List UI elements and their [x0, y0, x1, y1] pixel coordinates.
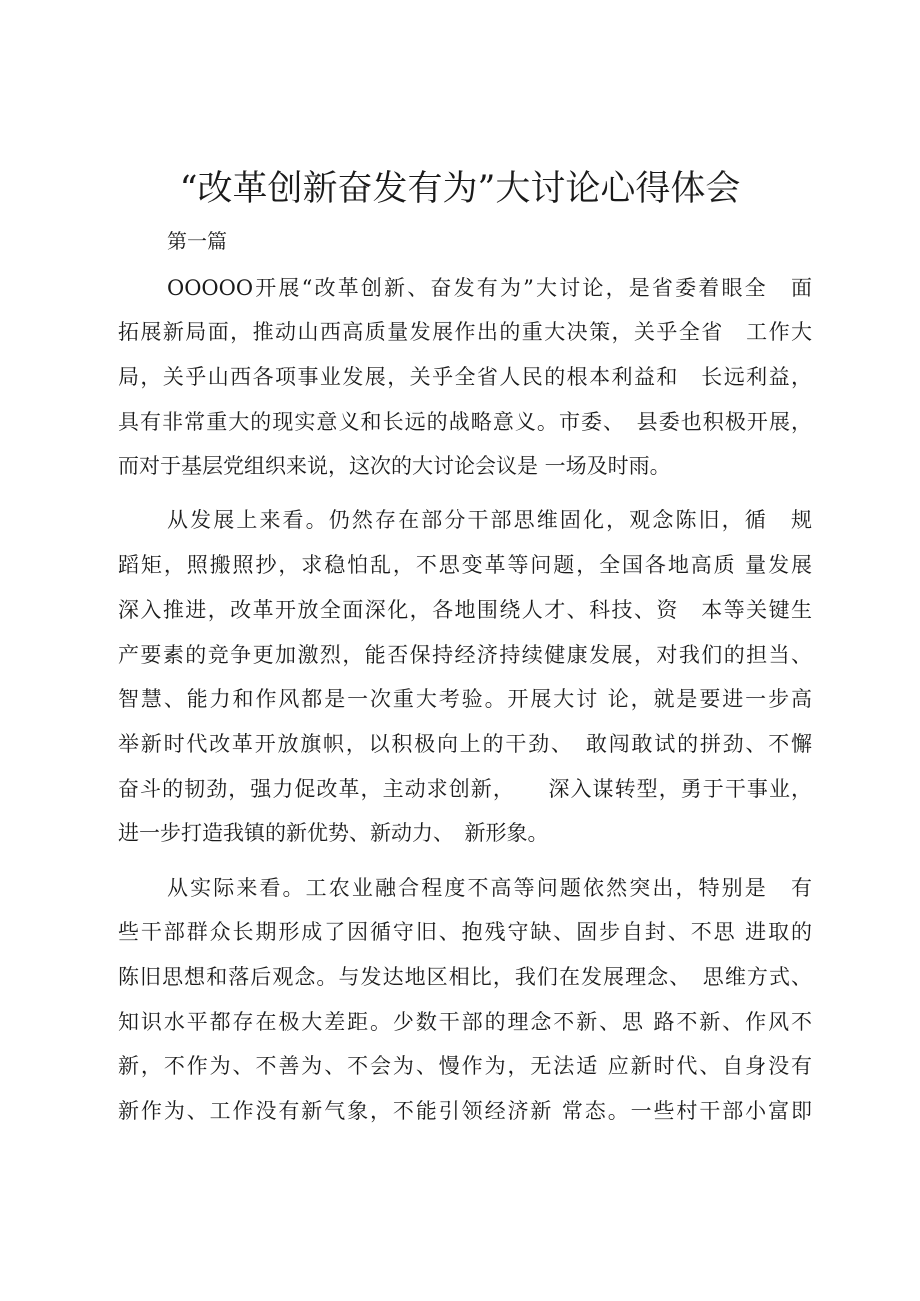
paragraph-line: 些干部群众长期形成了因循守旧、抱残守缺、固步自封、不思 进取的	[118, 920, 812, 944]
paragraph-line: 智慧、能力和作风都是一次重大考验。开展大讨 论，就是要进一步高	[118, 687, 812, 711]
paragraph-line: 从发展上来看。仍然存在部分干部思维固化，观念陈旧，循 规	[167, 508, 812, 532]
paragraph-line: OOOOO开展“改革创新、奋发有为”大讨论，是省委着眼全 面	[167, 276, 812, 300]
section-label: 第一篇	[167, 229, 227, 253]
paragraph-line: 奋斗的韧劲，强力促改革，主动求创新， 深入谋转型，勇于干事业，	[118, 777, 812, 801]
paragraph-line: 拓展新局面，推动山西高质量发展作出的重大决策，关乎全省 工作大	[118, 320, 812, 344]
paragraph-line: 知识水平都存在极大差距。少数干部的理念不新、思 路不新、作风不	[118, 1010, 812, 1034]
paragraph-line: 陈旧思想和落后观念。与发达地区相比，我们在发展理念、 思维方式、	[118, 965, 812, 989]
paragraph-line: 新作为、工作没有新气象，不能引领经济新 常态。一些村干部小富即	[118, 1099, 812, 1123]
paragraph-line: 产要素的竞争更加激烈，能否保持经济持续健康发展，对我们的担当、	[118, 643, 812, 667]
paragraph-line: 从实际来看。工农业融合程度不高等问题依然突出，特别是 有	[167, 876, 812, 900]
document-title: “改革创新奋发有为”大讨论心得体会	[179, 169, 741, 209]
paragraph-line: 进一步打造我镇的新优势、新动力、 新形象。	[118, 821, 549, 845]
paragraph-line: 而对于基层党组织来说，这次的大讨论会议是 一场及时雨。	[118, 454, 671, 478]
paragraph-line: 新，不作为、不善为、不会为、慢作为，无法适 应新时代、自身没有	[118, 1054, 812, 1078]
paragraph-line: 局，关乎山西各项事业发展，关乎全省人民的根本利益和 长远利益，	[118, 365, 812, 389]
paragraph-line: 深入推进，改革开放全面深化，各地围绕人才、科技、资 本等关键生	[118, 598, 812, 622]
paragraph-line: 举新时代改革开放旗帜，以积极向上的干劲、 敢闯敢试的拼劲、不懈	[118, 732, 812, 756]
paragraph-line: 蹈矩，照搬照抄，求稳怕乱，不思变革等问题，全国各地高质 量发展	[118, 553, 812, 577]
paragraph-line: 具有非常重大的现实意义和长远的战略意义。市委、 县委也积极开展，	[118, 410, 812, 434]
